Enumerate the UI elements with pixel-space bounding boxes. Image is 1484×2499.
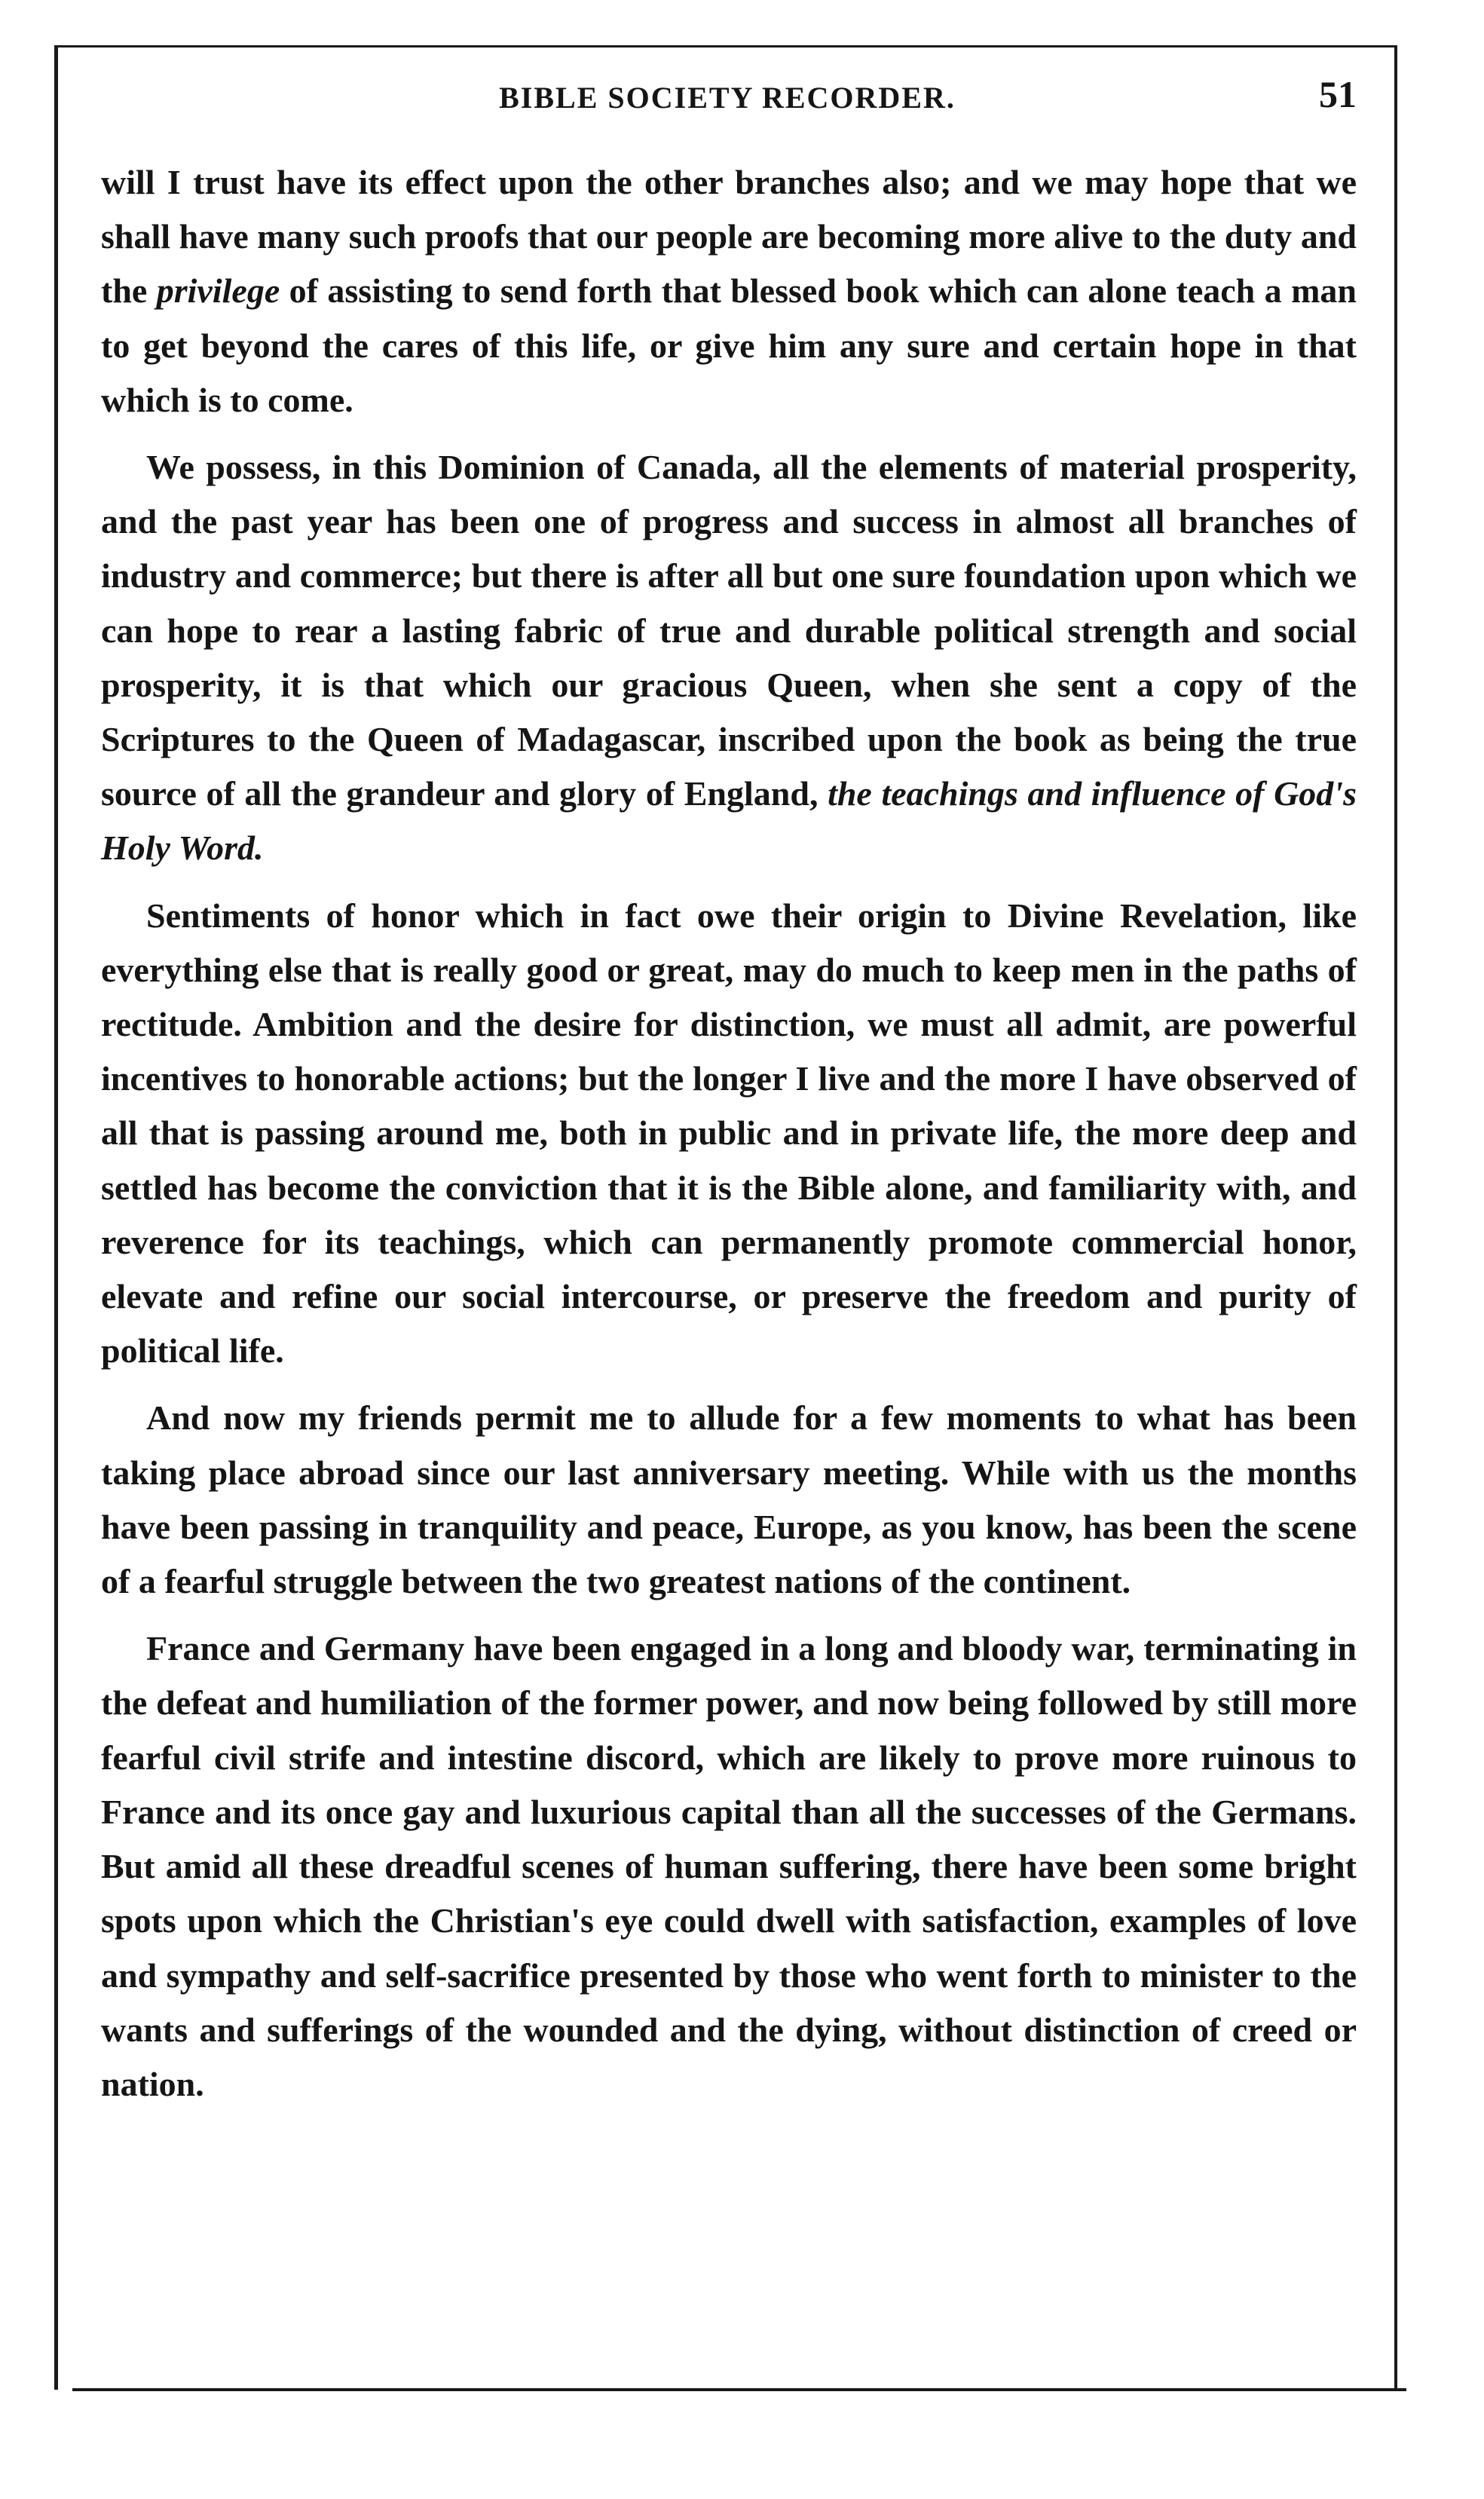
paragraph-5: France and Germany have been engaged in a long and bloody war, terminating in the defeat and humiliation of the former power, and now being followed by still more fearful civil strife and intestine discord, which are likely to prove more ruinous to France and its once gay and luxurious capital than all the successes of the Germans. But amid all these dreadful scenes of human suffering, there have been some bright spots upon which the Christian's eye could dwell with satisfaction, examples of love and sympathy and self-sacrifice presented by those who went forth to minister to the wants and sufferings of the wounded and the dying, without distinction of creed or nation. (101, 1629, 1357, 2103)
running-title: BIBLE SOCIETY RECORDER. (499, 81, 956, 115)
article-body (101, 155, 1357, 2124)
page-number: 51 (1319, 73, 1357, 115)
paragraph-1-text: will I trust have its effect upon the other branches also; and we may hope that we shall have many such proofs that our people are becoming more alive to the duty and the (101, 163, 1357, 311)
paragraph-1 (101, 155, 1357, 427)
page-header (98, 72, 1357, 125)
paragraph-1-text-end: of assisting to send forth that blessed book which can alone teach a man to get beyond the cares of this life, or give him any sure and certain hope in that which is to come. (101, 271, 1357, 419)
top-rule (54, 45, 1397, 47)
paragraph-3: Sentiments of honor which in fact owe their origin to Divine Revelation, like everything else that is really good or great, may do much to keep men in the paths of rectitude. Ambition and the desire for distinction, we must all admit, are powerful incentives to honorable actions; but the longer I live and the more I have observed of all that is passing around me, both in public and in private life, the more deep and settled has become the conviction that it is the Bible alone, and familiarity with, and reverence for its teachings, which can permanently promote commercial honor, elevate and refine our social intercourse, or preserve the freedom and purity of political life. (101, 896, 1357, 1370)
paragraph-2-italic: the teachings and influence of God's Holy Word. (101, 774, 1357, 868)
paragraph-2-text: We possess, in this Dominion of Canada, all the elements of material prosperity, and the past year has been one of progress and success in almost all branches of industry and commerce; but there is after all but one sure foundation upon which we can hope to rear a lasting fabric of true and durable political strength and social prosperity, it is that which our gracious Queen, when she sent a copy of the Scriptures to the Queen of Madagascar, inscribed upon the book as being the true source of all the grandeur and glory of England, (101, 448, 1357, 813)
bottom-rule (72, 2388, 1406, 2391)
paragraph-4: And now my friends permit me to allude for a few moments to what has been taking place abroad since our last anniversary meeting. While with us the months have been passing in tranquility and peace, Europe, as you know, has been the scene of a fearful struggle between the two greatest nations of the continent. (101, 1398, 1357, 1601)
paragraph-2 (101, 440, 1357, 876)
paragraph-1-italic: privilege (156, 271, 280, 311)
